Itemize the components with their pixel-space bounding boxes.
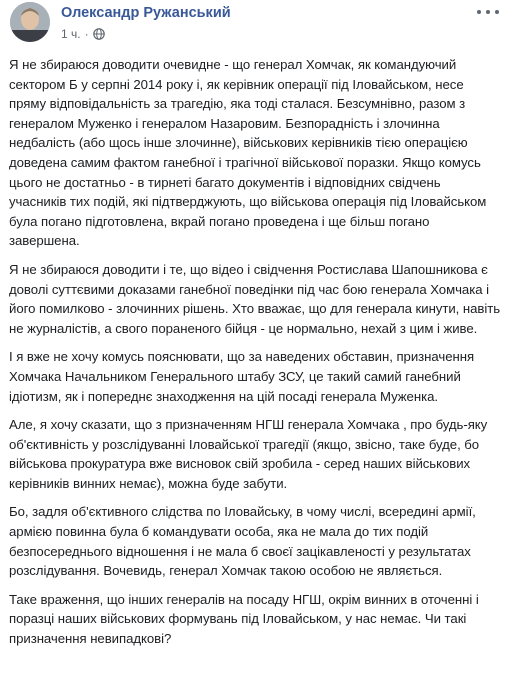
post-paragraph: Бо, задля об'єктивного слідства по Іловайську, в чому числі, всередині армії, армією повинна була б командувати особа, яка не мала до тих подій безпосереднього відношення і не мала б своєї зацікавленості у результатах розслідування. Вочевидь, генерал Хомчак такою особою не являється.: [9, 504, 476, 579]
post-paragraph: І я вже не хочу комусь пояснювати, що за наведених обставин, призначення Хомчака Начальником Генерального штабу ЗСУ, це такий самий ганебний ідіотизм, як і попереднє знаходження на цій посаді генерала Муженка.: [9, 349, 475, 404]
post-paragraph: Але, я хочу сказати, що з призначенням НГШ генерала Хомчака , про будь-яку об'єктивність у розслідуванні Іловайської трагедії (якщо, звісно, таке буде, бо військова прокуратура вже висновок свій зробила - серед наших військових керівників винних немає), можна буде забути.: [9, 417, 488, 491]
more-dot: [477, 10, 481, 14]
avatar[interactable]: [10, 2, 50, 42]
post-paragraph: Я не збираюся доводити очевидне - що генерал Хомчак, як командуючий сектором Б у серпні 2014 року і, як керівник операції під Іловайськом, несе пряму відповідальність за трагедію, яка тоді сталася. Безсумнівно, разом з генералом Муженко і генералом Назаровим. Безпорадність і злочинна недбалість (або щось інше злочинне), військових керівників тією операцією доведена самим фактом ганебної і трагічної військової поразки. Якщо комусь цього не достатньо - в тирнеті багато документів і відповідних свідчень учасників тих подій, які підтверджують, що військова операція під Іловайськом була погано підготовлена, вкрай погано проведена і ще більш погано завершена.: [9, 57, 487, 249]
author-name[interactable]: Олександр Ружанський: [61, 5, 231, 21]
more-dot: [495, 10, 499, 14]
post-body: [9, 55, 501, 658]
post-paragraph: Я не збираюся доводити і те, що відео і свідчення Ростислава Шапошникова є доволі суттєвими доказами ганебної поведінки під час бою генерала Хомчака і його помилково - злочинних рішень. Хто вважає, що для генерала кинути, навіть не журналістів, а свого пораненого бійця - це нормально, нехай з цим і живе.: [9, 261, 501, 336]
meta-separator: ·: [84, 27, 89, 41]
globe-icon[interactable]: [93, 28, 105, 40]
post-header: [10, 2, 499, 48]
avatar-photo: [10, 2, 50, 42]
more-options-icon[interactable]: [477, 4, 499, 20]
post-meta: [61, 27, 105, 41]
post-paragraph: Таке враження, що інших генералів на посаду НГШ, окрім винних в оточенні і поразці наших військових формувань під Іловайськом, у нас немає. Чи такі призначення невипадкові?: [9, 591, 479, 647]
post-timestamp[interactable]: 1 ч.: [61, 27, 81, 41]
more-dot: [486, 10, 490, 14]
